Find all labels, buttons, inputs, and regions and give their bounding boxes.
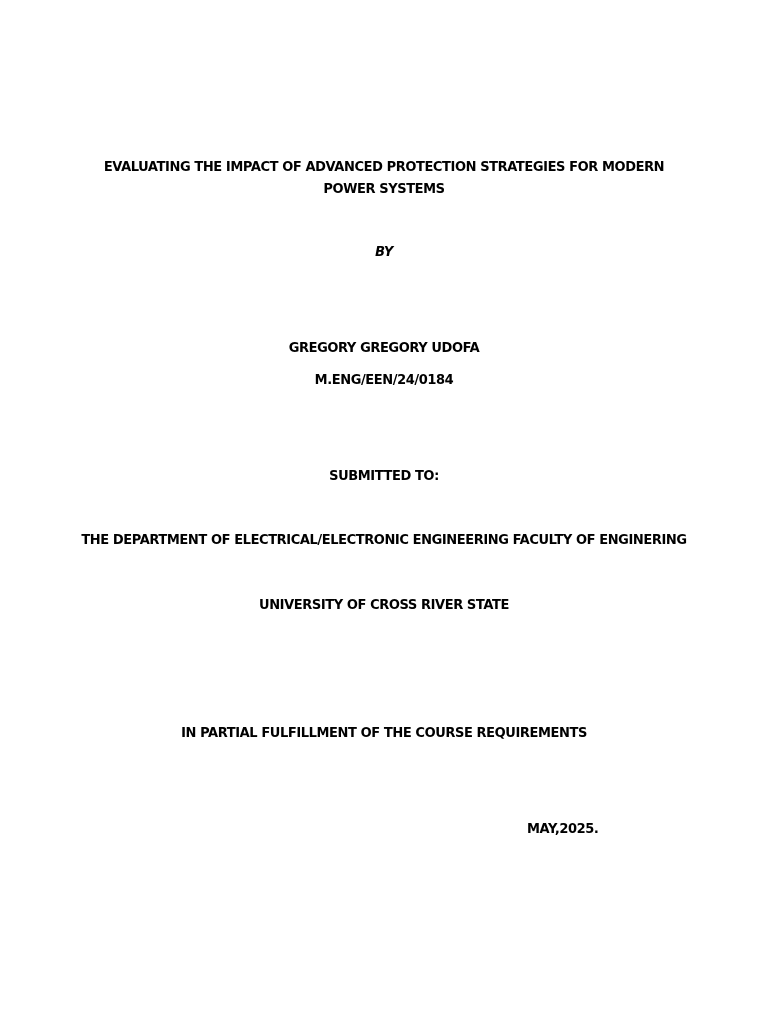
registration-number: M.ENG/EEN/24/0184 — [314, 373, 454, 388]
department-name: THE DEPARTMENT OF ELECTRICAL/ELECTRONIC ENGINEERING FACULTY OF ENGINERING — [81, 533, 687, 548]
university-name: UNIVERSITY OF CROSS RIVER STATE — [259, 598, 509, 613]
author-name: GREGORY GREGORY UDOFA — [288, 341, 480, 356]
by-label: BY — [375, 245, 393, 260]
purpose-statement: IN PARTIAL FULFILLMENT OF THE COURSE REQUIREMENTS — [181, 726, 587, 741]
submission-date: MAY,2025. — [527, 822, 599, 837]
submitted-to-label: SUBMITTED TO: — [329, 469, 439, 484]
document-title: EVALUATING THE IMPACT OF ADVANCED PROTECTION STRATEGIES FOR MODERN POWER SYSTEMS — [103, 160, 665, 197]
